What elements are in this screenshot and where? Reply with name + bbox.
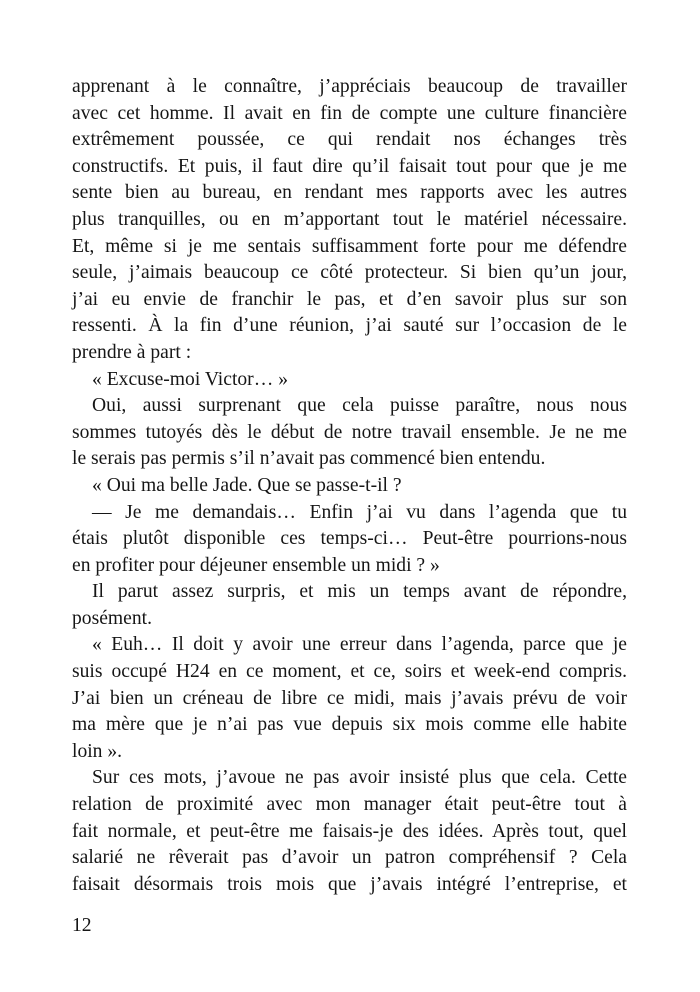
text-line: Sur ces mots, j’avoue ne pas avoir insisté plus que cela. Cette — [92, 767, 627, 789]
text-line: avec cet homme. Il avait en fin de compte une culture financière — [72, 102, 627, 124]
text-line: j’ai eu envie de franchir le pas, et d’en savoir plus sur son — [72, 288, 627, 310]
text-line: Et, même si je me sentais suffisamment forte pour me défendre — [72, 235, 627, 257]
text-line: Oui, aussi surprenant que cela puisse paraître, nous nous — [92, 395, 627, 417]
text-line: salarié ne rêverait pas d’avoir un patron compréhensif ? Cela — [72, 847, 627, 869]
text-line: loin ». — [72, 740, 123, 762]
page-number: 12 — [72, 915, 92, 936]
text-line: plus tranquilles, ou en m’apportant tout le matériel nécessaire. — [72, 208, 627, 230]
text-line: ressenti. À la fin d’une réunion, j’ai sauté sur l’occasion de le — [72, 315, 627, 337]
text-line: — Je me demandais… Enfin j’ai vu dans l’agenda que tu — [92, 501, 627, 523]
text-line: fait normale, et peut-être me faisais-je des idées. Après tout, quel — [72, 820, 627, 842]
text-line: sommes tutoyés dès le début de notre travail ensemble. Je ne me — [72, 421, 627, 443]
text-line: extrêmement poussée, ce qui rendait nos échanges très — [72, 129, 627, 151]
text-line: relation de proximité avec mon manager était peut-être tout à — [72, 794, 627, 816]
text-line: posément. — [72, 607, 152, 629]
text-line: constructifs. Et puis, il faut dire qu’il faisait tout pour que je me — [72, 155, 627, 177]
text-line: en profiter pour déjeuner ensemble un midi ? » — [72, 554, 440, 576]
text-line: faisait désormais trois mois que j’avais intégré l’entreprise, et — [72, 873, 627, 895]
text-line: sente bien au bureau, en rendant mes rapports avec les autres — [72, 182, 627, 204]
page-body — [72, 74, 627, 898]
text-line: J’ai bien un créneau de libre ce midi, mais j’avais prévu de voir — [72, 687, 627, 709]
text-line: « Euh… Il doit y avoir une erreur dans l’agenda, parce que je — [92, 634, 627, 656]
text-line: étais plutôt disponible ces temps-ci… Peut-être pourrions-nous — [72, 528, 627, 550]
text-line: « Oui ma belle Jade. Que se passe-t-il ? — [92, 474, 402, 496]
text-line: prendre à part : — [72, 341, 192, 363]
text-line: ma mère que je n’ai pas vue depuis six mois comme elle habite — [72, 714, 627, 736]
text-line: le serais pas permis s’il n’avait pas commencé bien entendu. — [72, 448, 546, 470]
text-line: apprenant à le connaître, j’appréciais beaucoup de travailler — [72, 76, 627, 97]
text-line: seule, j’aimais beaucoup ce côté protecteur. Si bien qu’un jour, — [72, 262, 627, 284]
text-line: Il parut assez surpris, et mis un temps avant de répondre, — [92, 581, 627, 603]
text-line: « Excuse-moi Victor… » — [92, 368, 288, 390]
text-line: suis occupé H24 en ce moment, et ce, soirs et week-end compris. — [72, 661, 627, 683]
